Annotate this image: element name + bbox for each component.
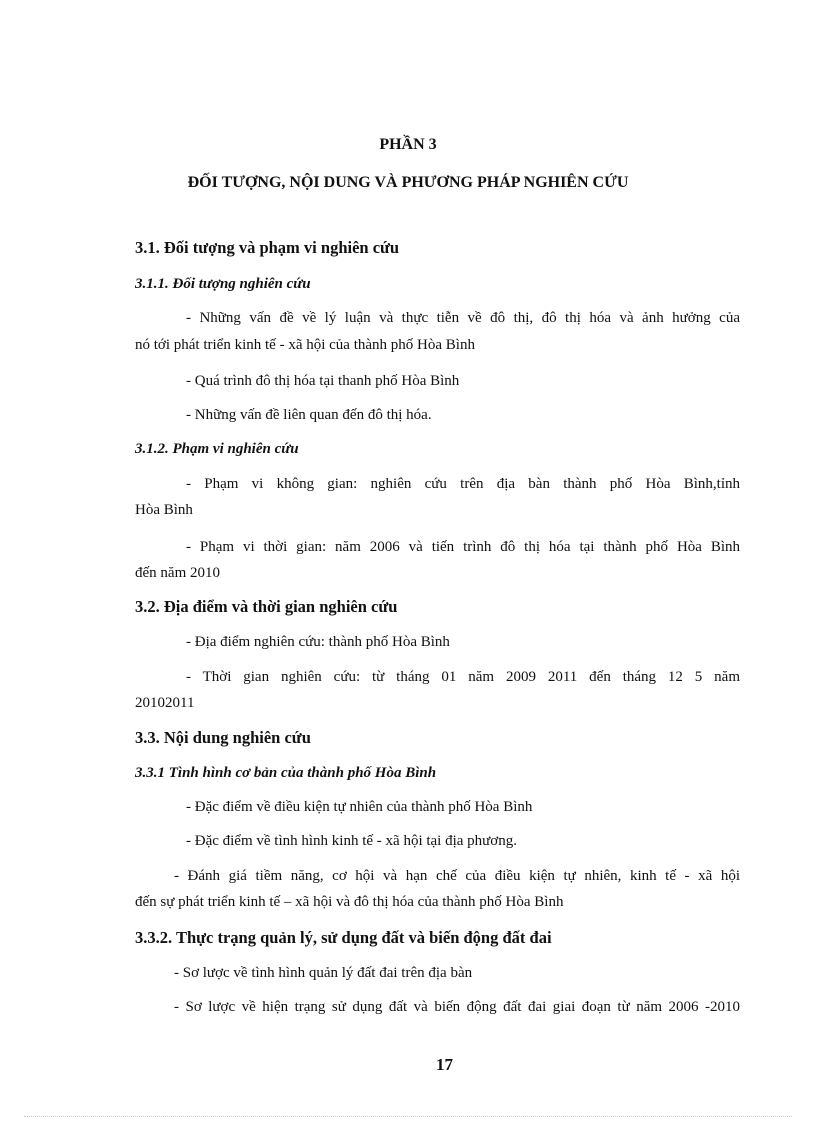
subsection-heading-3-1-1: 3.1.1. Đối tượng nghiên cứu — [135, 276, 311, 292]
paragraph-line: - Sơ lược về tình hình quản lý đất đai trên địa bàn — [174, 965, 473, 981]
paragraph-line: - Quá trình đô thị hóa tại thanh phố Hòa Bình — [186, 373, 460, 389]
subsection-heading-3-3-2: 3.3.2. Thực trạng quản lý, sử dụng đất và biến động đất đai — [135, 928, 552, 947]
section-heading-3-2: 3.2. Địa điểm và thời gian nghiên cứu — [135, 597, 398, 616]
page-bottom-divider — [24, 1116, 792, 1117]
paragraph-line: 20102011 — [135, 695, 195, 711]
paragraph-line: đến năm 2010 — [135, 565, 220, 581]
paragraph-line: - Đặc điểm về tình hình kinh tế - xã hội tại địa phương. — [186, 833, 517, 849]
paragraph-line: Hòa Bình — [135, 502, 193, 518]
paragraph-line: đến sự phát triển kinh tế – xã hội và đô thị hóa của thành phố Hòa Bình — [135, 894, 564, 910]
paragraph-line: nó tới phát triển kinh tế - xã hội của thành phố Hòa Bình — [135, 337, 475, 353]
section-heading-3-1: 3.1. Đối tượng và phạm vi nghiên cứu — [135, 238, 400, 257]
section-heading-3-3: 3.3. Nội dung nghiên cứu — [135, 728, 311, 747]
subsection-heading-3-3-1: 3.3.1 Tình hình cơ bản của thành phố Hòa Bình — [135, 765, 437, 781]
paragraph-line: - Sơ lược về hiện trạng sử dụng đất và biến động đất đai giai đoạn từ năm 2006 -2010 — [174, 999, 740, 1015]
part-title: ĐỐI TƯỢNG, NỘI DUNG VÀ PHƯƠNG PHÁP NGHIÊN CỨU — [187, 174, 629, 191]
part-label: PHẦN 3 — [379, 136, 437, 153]
paragraph-line: - Thời gian nghiên cứu: từ tháng 01 năm 2009 2011 đến tháng 12 5 năm — [186, 669, 740, 685]
paragraph-line: - Những vấn đề liên quan đến đô thị hóa. — [186, 407, 432, 423]
paragraph-line: - Phạm vi thời gian: năm 2006 và tiến trình đô thị hóa tại thành phố Hòa Bình — [186, 539, 740, 555]
paragraph-line: - Địa điểm nghiên cứu: thành phố Hòa Bình — [186, 634, 450, 650]
paragraph-line: - Phạm vi không gian: nghiên cứu trên địa bàn thành phố Hòa Bình,tỉnh — [186, 476, 740, 492]
page-number: 17 — [436, 1055, 453, 1074]
subsection-heading-3-1-2: 3.1.2. Phạm vi nghiên cứu — [135, 441, 299, 457]
paragraph-line: - Những vấn đề về lý luận và thực tiễn về đô thị, đô thị hóa và ảnh hưởng của — [186, 310, 740, 326]
paragraph-line: - Đặc điểm về điều kiện tự nhiên của thành phố Hòa Bình — [186, 799, 533, 815]
paragraph-line: - Đánh giá tiềm năng, cơ hội và hạn chế của điều kiện tự nhiên, kinh tế - xã hội — [174, 868, 740, 884]
